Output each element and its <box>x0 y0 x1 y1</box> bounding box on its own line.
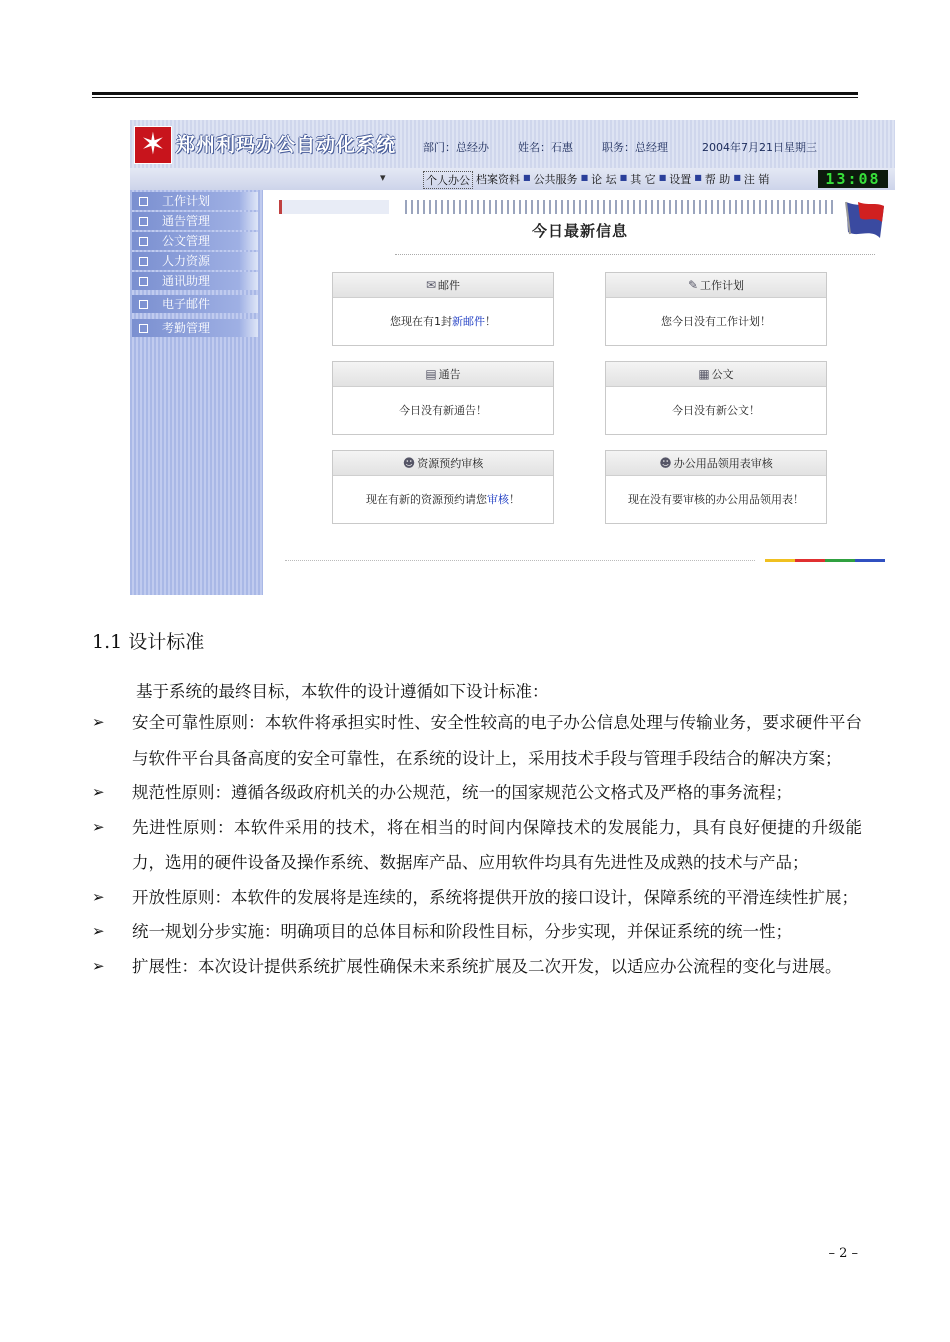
header-rule-thick <box>92 92 858 95</box>
card-notice <box>332 361 554 435</box>
card-text-end: ！ <box>485 315 496 328</box>
sidebar-item-label: 通告管理 <box>162 214 211 228</box>
card-text: 今日没有新通告！ <box>399 404 487 417</box>
nav-separator-icon: ■ <box>523 173 531 182</box>
card-title: 工作计划 <box>700 279 745 292</box>
card-header[interactable] <box>606 451 826 476</box>
plan-icon: ✎ <box>687 278 699 292</box>
app-header <box>130 120 895 168</box>
nav-separator-icon: ■ <box>694 173 702 182</box>
card-body <box>606 298 826 345</box>
list-item-text: 开放性原则：本软件的发展将是连续的，系统将提供开放的接口设计，保障系统的平滑连续性扩展； <box>132 887 858 907</box>
nav-forum[interactable]: 论 坛 <box>591 173 617 186</box>
nav-separator-icon: ■ <box>658 173 667 182</box>
sidebar-item-email[interactable] <box>132 295 258 313</box>
arrow-bullet-icon: ➢ <box>92 817 105 836</box>
header-rule-thin <box>92 97 858 98</box>
card-title: 通告 <box>438 368 461 381</box>
clock-display: 13:08 <box>818 170 888 188</box>
sidebar-item-label: 工作计划 <box>162 194 211 208</box>
card-supplies-review <box>605 450 827 524</box>
nav-logout[interactable]: 注 销 <box>743 173 770 186</box>
nav-separator-icon: ■ <box>580 173 589 182</box>
card-text: 您今日没有工作计划！ <box>661 315 771 328</box>
card-body <box>606 387 826 434</box>
card-body <box>333 298 553 345</box>
nav-separator-icon: ■ <box>619 173 628 182</box>
main-content <box>275 198 895 595</box>
list-item <box>92 914 862 950</box>
sidebar-item-label: 电子邮件 <box>162 297 211 311</box>
card-text: 现在没有要审核的办公用品领用表！ <box>628 493 804 506</box>
review-link[interactable]: 审核 <box>487 493 509 506</box>
list-item-text: 规范性原则：遵循各级政府机关的办公规范，统一的国家规范公文格式及严格的事务流程； <box>132 783 792 802</box>
card-header[interactable] <box>333 273 553 298</box>
sidebar-item-hr[interactable] <box>132 252 258 270</box>
card-title: 办公用品领用表审核 <box>673 457 773 470</box>
dotted-divider <box>395 254 875 255</box>
card-header[interactable] <box>606 362 826 387</box>
card-text: 今日没有新公文！ <box>672 404 760 417</box>
intro-paragraph: 基于系统的最终目标，本软件的设计遵循如下设计标准： <box>136 682 549 701</box>
card-text: 您现在有1封 <box>390 315 452 328</box>
sidebar-item-label: 考勤管理 <box>162 321 211 335</box>
sidebar-item-notices[interactable] <box>132 212 258 230</box>
sidebar <box>130 190 263 595</box>
list-item <box>92 775 862 811</box>
app-title: 郑州利玛办公自动化系统 <box>176 134 397 156</box>
sidebar-item-label: 公文管理 <box>162 234 211 248</box>
card-header[interactable] <box>333 451 553 476</box>
list-item <box>92 949 862 985</box>
color-bar-decoration <box>765 559 885 562</box>
nav-help[interactable]: 帮 助 <box>704 173 731 186</box>
card-mail <box>332 272 554 346</box>
nav-other[interactable]: 其 它 <box>630 173 656 186</box>
arrow-bullet-icon: ➢ <box>92 783 105 801</box>
sidebar-item-work-plan[interactable] <box>132 192 258 210</box>
square-bullet-icon <box>139 197 148 206</box>
notice-icon: ▤ <box>425 367 437 381</box>
nav-archives[interactable]: 档案资料 <box>476 173 520 186</box>
nav-personal-office[interactable]: 个人办公 <box>423 171 473 189</box>
nav-marker-icon: ▾ <box>380 171 386 184</box>
design-standards-list <box>92 705 862 983</box>
list-item <box>92 705 862 776</box>
list-item <box>92 880 862 916</box>
date-label: 2004年7月21日星期三 <box>702 141 817 154</box>
list-item-text: 先进性原则：本软件采用的技术，将在相当的时间内保障技术的发展能力，具有良好便捷的升级能力，选用的硬件设备及操作系统、数据库产品、应用软件均具有先进性及成熟的技术与产品； <box>132 817 862 872</box>
user-name-label: 姓名：石惠 <box>518 141 573 154</box>
nav-settings[interactable]: 设置 <box>669 173 692 186</box>
mail-icon: ✉ <box>425 278 437 292</box>
position-label: 职务：总经理 <box>602 141 668 154</box>
dotted-divider <box>285 560 755 561</box>
top-nav <box>130 168 895 190</box>
square-bullet-icon <box>139 257 148 266</box>
card-resource-review <box>332 450 554 524</box>
today-info-title: 今日最新信息 <box>531 222 628 240</box>
nav-items <box>423 171 772 189</box>
section-heading: 1.1 设计标准 <box>92 631 205 653</box>
card-document <box>605 361 827 435</box>
list-item-text: 统一规划分步实施：明确项目的总体目标和阶段性目标，分步实现，并保证系统的统一性； <box>132 922 792 941</box>
arrow-bullet-icon: ➢ <box>92 956 105 975</box>
sidebar-item-contacts[interactable] <box>132 272 258 290</box>
sidebar-item-label: 通讯助理 <box>162 274 211 288</box>
document-icon: ▦ <box>698 367 710 381</box>
logo-icon: ✶ <box>134 126 172 164</box>
card-work-plan <box>605 272 827 346</box>
card-header[interactable] <box>606 273 826 298</box>
list-item-text: 安全可靠性原则：本软件将承担实时性、安全性较高的电子办公信息处理与传输业务，要求硬件平台与软件平台具备高度的安全可靠性，在系统的设计上，采用技术手段与管理手段结合的解决方案； <box>132 713 862 768</box>
square-bullet-icon <box>139 324 148 333</box>
card-text: 现在有新的资源预约请您 <box>366 493 487 506</box>
card-body <box>606 476 826 523</box>
arrow-bullet-icon: ➢ <box>92 713 105 731</box>
page-number: – 2 – <box>828 1246 858 1261</box>
square-bullet-icon <box>139 237 148 246</box>
square-bullet-icon <box>139 217 148 226</box>
list-item-text: 扩展性：本次设计提供系统扩展性确保未来系统扩展及二次开发，以适应办公流程的变化与进展。 <box>132 956 842 976</box>
square-bullet-icon <box>139 277 148 286</box>
sidebar-item-label: 人力资源 <box>162 254 211 268</box>
card-header[interactable] <box>333 362 553 387</box>
people-icon: ☻ <box>659 456 672 470</box>
sidebar-item-attendance[interactable] <box>132 319 258 337</box>
card-title: 资源预约审核 <box>417 457 484 470</box>
people-icon: ☻ <box>402 456 416 470</box>
square-bullet-icon <box>139 300 148 309</box>
list-item <box>92 810 862 881</box>
arrow-bullet-icon: ➢ <box>92 922 105 940</box>
new-mail-link[interactable]: 新邮件 <box>452 315 485 328</box>
card-title: 邮件 <box>438 279 461 292</box>
decor-strip <box>405 200 835 214</box>
nav-public-service[interactable]: 公共服务 <box>533 173 578 186</box>
card-body <box>333 387 553 434</box>
nav-separator-icon: ■ <box>733 173 741 182</box>
card-title: 公文 <box>711 368 734 381</box>
oa-screenshot <box>130 120 895 595</box>
decor-strip <box>279 200 389 214</box>
card-body <box>333 476 553 523</box>
card-text-end: ！ <box>509 493 520 506</box>
sidebar-item-documents[interactable] <box>132 232 258 250</box>
arrow-bullet-icon: ➢ <box>92 887 105 906</box>
dept-label: 部门：总经办 <box>423 141 489 154</box>
